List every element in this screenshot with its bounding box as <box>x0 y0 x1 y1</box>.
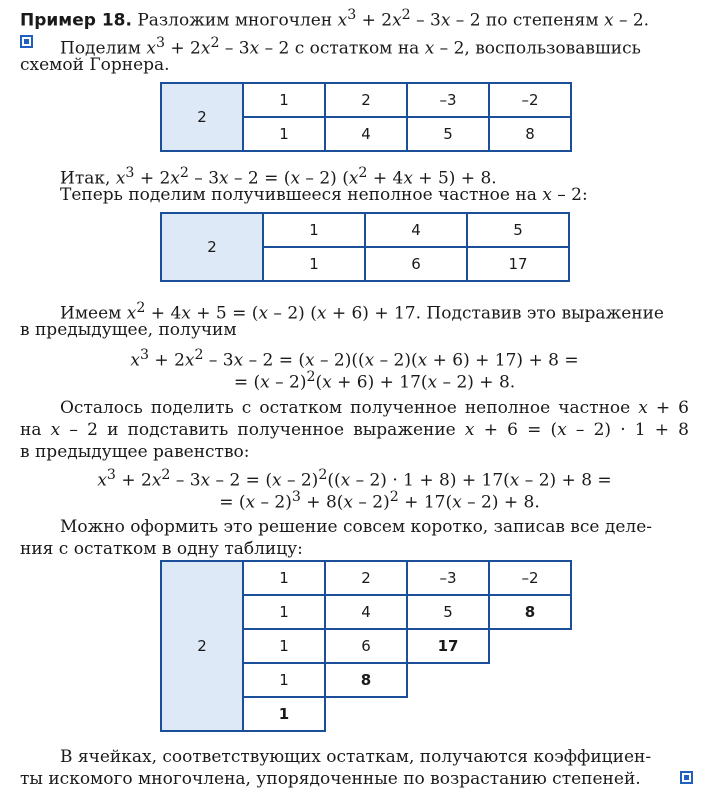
result-cell: 6 <box>365 247 467 281</box>
remain-line-1: Осталось поделить с остатком полученное неполное частное x + 6 <box>60 398 689 418</box>
final-line-2: ты искомого многочлена, упорядоченные по возрастанию степеней. <box>20 769 641 789</box>
equation-1b: = (x – 2)$^2$(x + 6) + 17(x – 2) + 8. <box>233 369 516 393</box>
example-label: Пример 18. <box>20 10 132 31</box>
coef-cell: 5 <box>467 213 569 247</box>
result-cell: 8 <box>489 117 571 151</box>
itak-line: Итак, $x^3 + 2x^2 - 3x - 2 = (x - 2) (x^2 + 4x + 5) + 8$. <box>60 165 497 189</box>
next-division-line: Теперь поделим получившееся неполное частное на x – 2: <box>60 185 588 205</box>
coef-cell: 1 <box>243 83 325 117</box>
divisor-cell: 2 <box>161 213 263 281</box>
coef-cell: –2 <box>489 83 571 117</box>
horner-table-3 <box>160 560 572 732</box>
result-cell: 1 <box>243 663 325 697</box>
result-cell: 4 <box>325 117 407 151</box>
coef-cell: 2 <box>325 561 407 595</box>
coef-cell: 1 <box>263 213 365 247</box>
coef-cell: –3 <box>407 83 489 117</box>
divisor-cell: 2 <box>161 561 243 731</box>
remainder-cell: 8 <box>489 595 571 629</box>
coef-cell: –3 <box>407 561 489 595</box>
coef-cell: –2 <box>489 561 571 595</box>
divisor-cell: 2 <box>161 83 243 151</box>
coef-cell: 2 <box>325 83 407 117</box>
result-cell: 5 <box>407 117 489 151</box>
remainder-cell: 8 <box>325 663 407 697</box>
imeem-line-2: в предыдущее, получим <box>20 320 237 340</box>
equation-2b: = (x – 2)$^3$ + 8(x – 2)$^2$ + 17(x – 2) + 8. <box>219 489 540 513</box>
horner-table-2 <box>160 212 570 282</box>
result-cell: 17 <box>467 247 569 281</box>
horner-table-1 <box>160 82 572 152</box>
short-line-1: Можно оформить это решение совсем коротко, записав все деле- <box>60 517 652 537</box>
short-line-2: ния с остатком в одну таблицу: <box>20 539 303 559</box>
equation-2a: $x^3 + 2x^2 - 3x - 2 = (x - 2)^2((x - 2) \cdot 1 + 8) + 17(x - 2) + 8$ = <box>97 467 612 491</box>
intro-line-1: Поделим $x^3 + 2x^2 - 3x - 2$ с остатком на x – 2, воспользовавшись <box>60 35 641 59</box>
coef-cell: 4 <box>365 213 467 247</box>
result-cell: 4 <box>325 595 407 629</box>
example-heading: Пример 18. Разложим многочлен $x^3 + 2x^2 - 3x - 2$ по степеням x – 2. <box>20 7 650 31</box>
remain-line-3: в предыдущее равенство: <box>20 442 250 462</box>
result-cell: 1 <box>243 117 325 151</box>
remain-line-2: на x – 2 и подставить полученное выражение x + 6 = (x – 2) · 1 + 8 <box>20 420 689 440</box>
result-cell: 5 <box>407 595 489 629</box>
end-marker-icon <box>680 771 693 784</box>
intro-line-2: схемой Горнера. <box>20 55 170 75</box>
result-cell: 1 <box>243 595 325 629</box>
result-cell: 6 <box>325 629 407 663</box>
imeem-line: Имеем $x^2 + 4x + 5 = (x - 2) (x + 6) + 17$. Подставив это выражение <box>60 300 664 324</box>
result-cell: 1 <box>243 629 325 663</box>
remainder-cell: 17 <box>407 629 489 663</box>
remainder-cell: 1 <box>243 697 325 731</box>
equation-1a: $x^3 + 2x^2 - 3x - 2 = (x - 2)((x - 2)(x + 6) + 17) + 8$ = <box>130 347 579 371</box>
coef-cell: 1 <box>243 561 325 595</box>
final-line-1: В ячейках, соответствующих остаткам, получаются коэффициен- <box>60 747 652 767</box>
result-cell: 1 <box>263 247 365 281</box>
